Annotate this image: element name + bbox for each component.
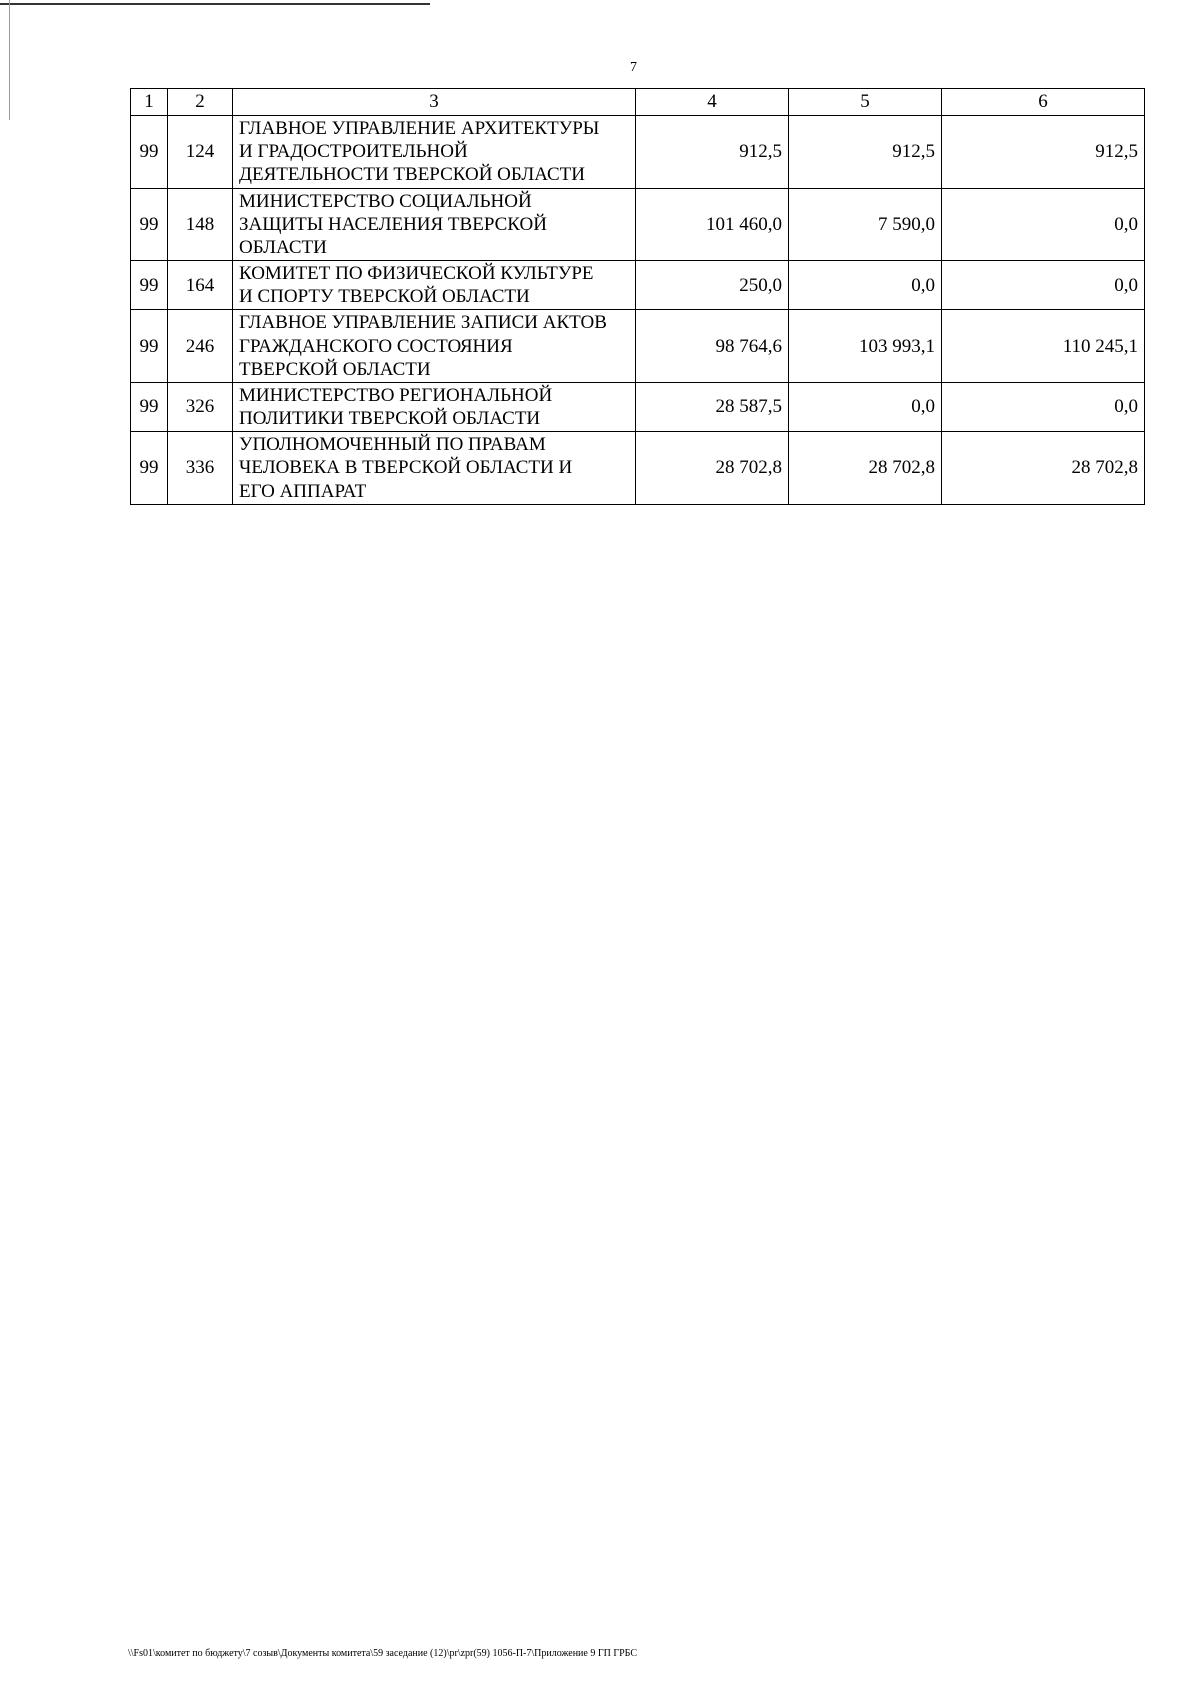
page-number: 7 bbox=[630, 60, 637, 75]
name-line: И СПОРТУ ТВЕРСКОЙ ОБЛАСТИ bbox=[239, 286, 530, 308]
cell-amount-col4: 98 764,6 bbox=[636, 310, 789, 383]
name-line: ОБЛАСТИ bbox=[239, 236, 327, 258]
cell-department-name bbox=[233, 116, 636, 189]
cell-amount-col5: 7 590,0 bbox=[789, 188, 942, 261]
cell-section-code: 99 bbox=[131, 116, 168, 189]
budget-table bbox=[130, 88, 1145, 505]
cell-amount-col5: 0,0 bbox=[789, 261, 942, 310]
name-line: ТВЕРСКОЙ ОБЛАСТИ bbox=[239, 358, 431, 380]
name-line: ЕГО АППАРАТ bbox=[239, 480, 367, 502]
cell-department-code: 326 bbox=[168, 382, 233, 431]
cell-amount-col6: 0,0 bbox=[942, 261, 1145, 310]
cell-department-name bbox=[233, 432, 636, 505]
column-header-5: 5 bbox=[789, 89, 942, 116]
name-line: ГРАЖДАНСКОГО СОСТОЯНИЯ bbox=[239, 335, 513, 357]
cell-amount-col6: 0,0 bbox=[942, 382, 1145, 431]
table-row bbox=[131, 432, 1145, 505]
table-header-row bbox=[131, 89, 1145, 116]
cell-department-code: 148 bbox=[168, 188, 233, 261]
cell-department-code: 336 bbox=[168, 432, 233, 505]
cell-amount-col4: 28 702,8 bbox=[636, 432, 789, 505]
name-line: ГЛАВНОЕ УПРАВЛЕНИЕ АРХИТЕКТУРЫ bbox=[239, 118, 600, 139]
table-row bbox=[131, 116, 1145, 189]
cell-amount-col4: 101 460,0 bbox=[636, 188, 789, 261]
name-line: МИНИСТЕРСТВО СОЦИАЛЬНОЙ bbox=[239, 190, 532, 212]
cell-department-code: 164 bbox=[168, 261, 233, 310]
cell-section-code: 99 bbox=[131, 310, 168, 383]
cell-department-name bbox=[233, 382, 636, 431]
table-row bbox=[131, 188, 1145, 261]
column-header-3: 3 bbox=[233, 89, 636, 116]
table-row bbox=[131, 382, 1145, 431]
column-header-4: 4 bbox=[636, 89, 789, 116]
name-line: ГЛАВНОЕ УПРАВЛЕНИЕ ЗАПИСИ АКТОВ bbox=[239, 312, 607, 334]
cell-amount-col5: 103 993,1 bbox=[789, 310, 942, 383]
name-line: ПОЛИТИКИ ТВЕРСКОЙ ОБЛАСТИ bbox=[239, 408, 541, 430]
cell-department-code: 246 bbox=[168, 310, 233, 383]
table-row bbox=[131, 261, 1145, 310]
cell-amount-col5: 28 702,8 bbox=[789, 432, 942, 505]
name-line: ДЕЯТЕЛЬНОСТИ ТВЕРСКОЙ ОБЛАСТИ bbox=[239, 164, 585, 186]
cell-department-name bbox=[233, 261, 636, 310]
cell-department-name bbox=[233, 310, 636, 383]
cell-section-code: 99 bbox=[131, 432, 168, 505]
cell-amount-col6: 0,0 bbox=[942, 188, 1145, 261]
cell-section-code: 99 bbox=[131, 188, 168, 261]
column-header-1: 1 bbox=[131, 89, 168, 116]
cell-section-code: 99 bbox=[131, 382, 168, 431]
cell-amount-col4: 250,0 bbox=[636, 261, 789, 310]
name-line: И ГРАДОСТРОИТЕЛЬНОЙ bbox=[239, 141, 468, 163]
name-line: ЗАЩИТЫ НАСЕЛЕНИЯ ТВЕРСКОЙ bbox=[239, 213, 547, 235]
cell-amount-col5: 0,0 bbox=[789, 382, 942, 431]
name-line: ЧЕЛОВЕКА В ТВЕРСКОЙ ОБЛАСТИ И bbox=[239, 457, 573, 479]
cell-amount-col6: 110 245,1 bbox=[942, 310, 1145, 383]
table-body bbox=[131, 116, 1145, 505]
scan-artifact-line bbox=[0, 3, 430, 5]
cell-department-name bbox=[233, 188, 636, 261]
footer-file-path: \\Fs01\комитет по бюджету\7 созыв\Документы комитета\59 заседание (12)\pr\zpr(59) 1056-П-7\Приложение 9 ГП ГРБС bbox=[128, 1648, 638, 1659]
cell-amount-col4: 912,5 bbox=[636, 116, 789, 189]
cell-amount-col6: 912,5 bbox=[942, 116, 1145, 189]
scan-artifact-edge bbox=[9, 0, 10, 120]
column-header-6: 6 bbox=[942, 89, 1145, 116]
cell-section-code: 99 bbox=[131, 261, 168, 310]
column-header-2: 2 bbox=[168, 89, 233, 116]
cell-department-code: 124 bbox=[168, 116, 233, 189]
cell-amount-col6: 28 702,8 bbox=[942, 432, 1145, 505]
cell-amount-col5: 912,5 bbox=[789, 116, 942, 189]
name-line: КОМИТЕТ ПО ФИЗИЧЕСКОЙ КУЛЬТУРЕ bbox=[239, 263, 594, 285]
cell-amount-col4: 28 587,5 bbox=[636, 382, 789, 431]
name-line: УПОЛНОМОЧЕННЫЙ ПО ПРАВАМ bbox=[239, 434, 546, 456]
name-line: МИНИСТЕРСТВО РЕГИОНАЛЬНОЙ bbox=[239, 384, 553, 406]
table-row bbox=[131, 310, 1145, 383]
